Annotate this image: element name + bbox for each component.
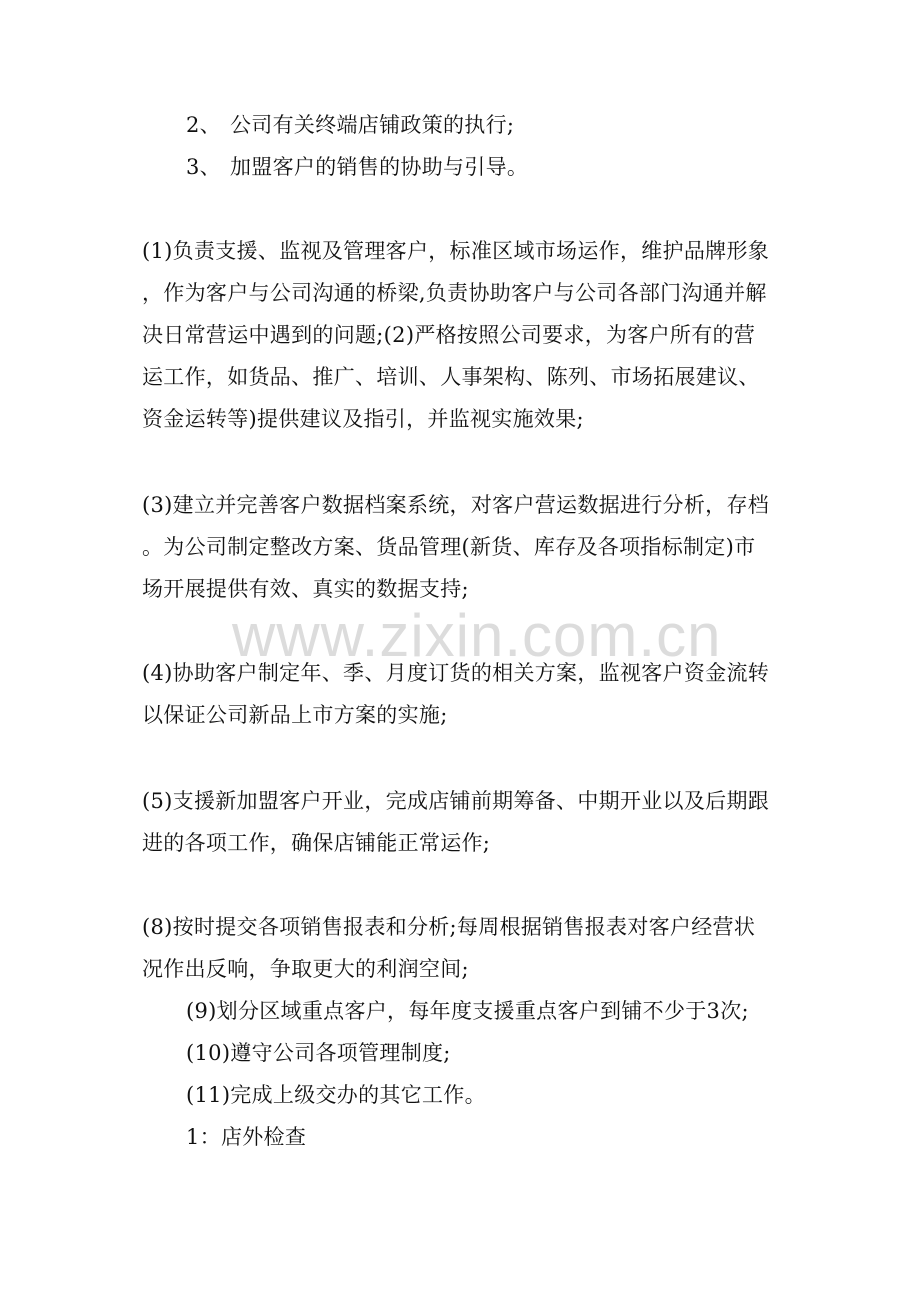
paragraph-8-line-1: (8)按时提交各项销售报表和分析;每周根据销售报表对客户经营状 (142, 915, 756, 939)
paragraph-9: (9)划分区域重点客户，每年度支援重点客户到铺不少于3次; (186, 999, 749, 1023)
paragraph-3-line-1: (3)建立并完善客户数据档案系统，对客户营运数据进行分析，存档 (142, 493, 770, 517)
paragraph-1-line-3: 决日常营运中遇到的问题;(2)严格按照公司要求，为客户所有的营 (142, 323, 756, 347)
paragraph-1-line-4: 运工作，如货品、推广、培训、人事架构、陈列、市场拓展建议、 (142, 365, 760, 389)
paragraph-3-line-2: 。为公司制定整改方案、货品管理(新货、库存及各项指标制定)市 (142, 535, 756, 559)
paragraph-8-line-2: 况作出反响，争取更大的利润空间; (142, 957, 469, 981)
paragraph-5-line-2: 进的各项工作，确保店铺能正常运作; (142, 831, 491, 855)
paragraph-5-line-1: (5)支援新加盟客户开业，完成店铺前期筹备、中期开业以及后期跟 (142, 789, 770, 813)
watermark-text: www.zixin.com.cn (232, 602, 722, 669)
list-item-2 (186, 110, 514, 140)
list-item-3 (186, 152, 528, 182)
list-number: 3、 (186, 155, 221, 179)
paragraph-4-line-2: 以保证公司新品上市方案的实施; (142, 703, 448, 727)
paragraph-1-line-5: 资金运转等)提供建议及指引，并监视实施效果; (142, 407, 584, 431)
paragraph-1-line-1: (1)负责支援、监视及管理客户，标准区域市场运作，维护品牌形象 (142, 239, 770, 263)
list-number: 2、 (186, 113, 221, 137)
section-heading-store-exterior-check: 1：店外检查 (186, 1125, 307, 1149)
paragraph-1-line-2: ，作为客户与公司沟通的桥梁,负责协助客户与公司各部门沟通并解 (142, 281, 767, 305)
list-text: 公司有关终端店铺政策的执行; (230, 113, 515, 137)
paragraph-4-line-1: (4)协助客户制定年、季、月度订货的相关方案，监视客户资金流转 (142, 661, 770, 685)
paragraph-10: (10)遵守公司各项管理制度; (186, 1041, 451, 1065)
paragraph-11: (11)完成上级交办的其它工作。 (186, 1083, 486, 1107)
paragraph-3-line-3: 场开展提供有效、真实的数据支持; (142, 577, 469, 601)
list-text: 加盟客户的销售的协助与引导。 (230, 155, 529, 179)
